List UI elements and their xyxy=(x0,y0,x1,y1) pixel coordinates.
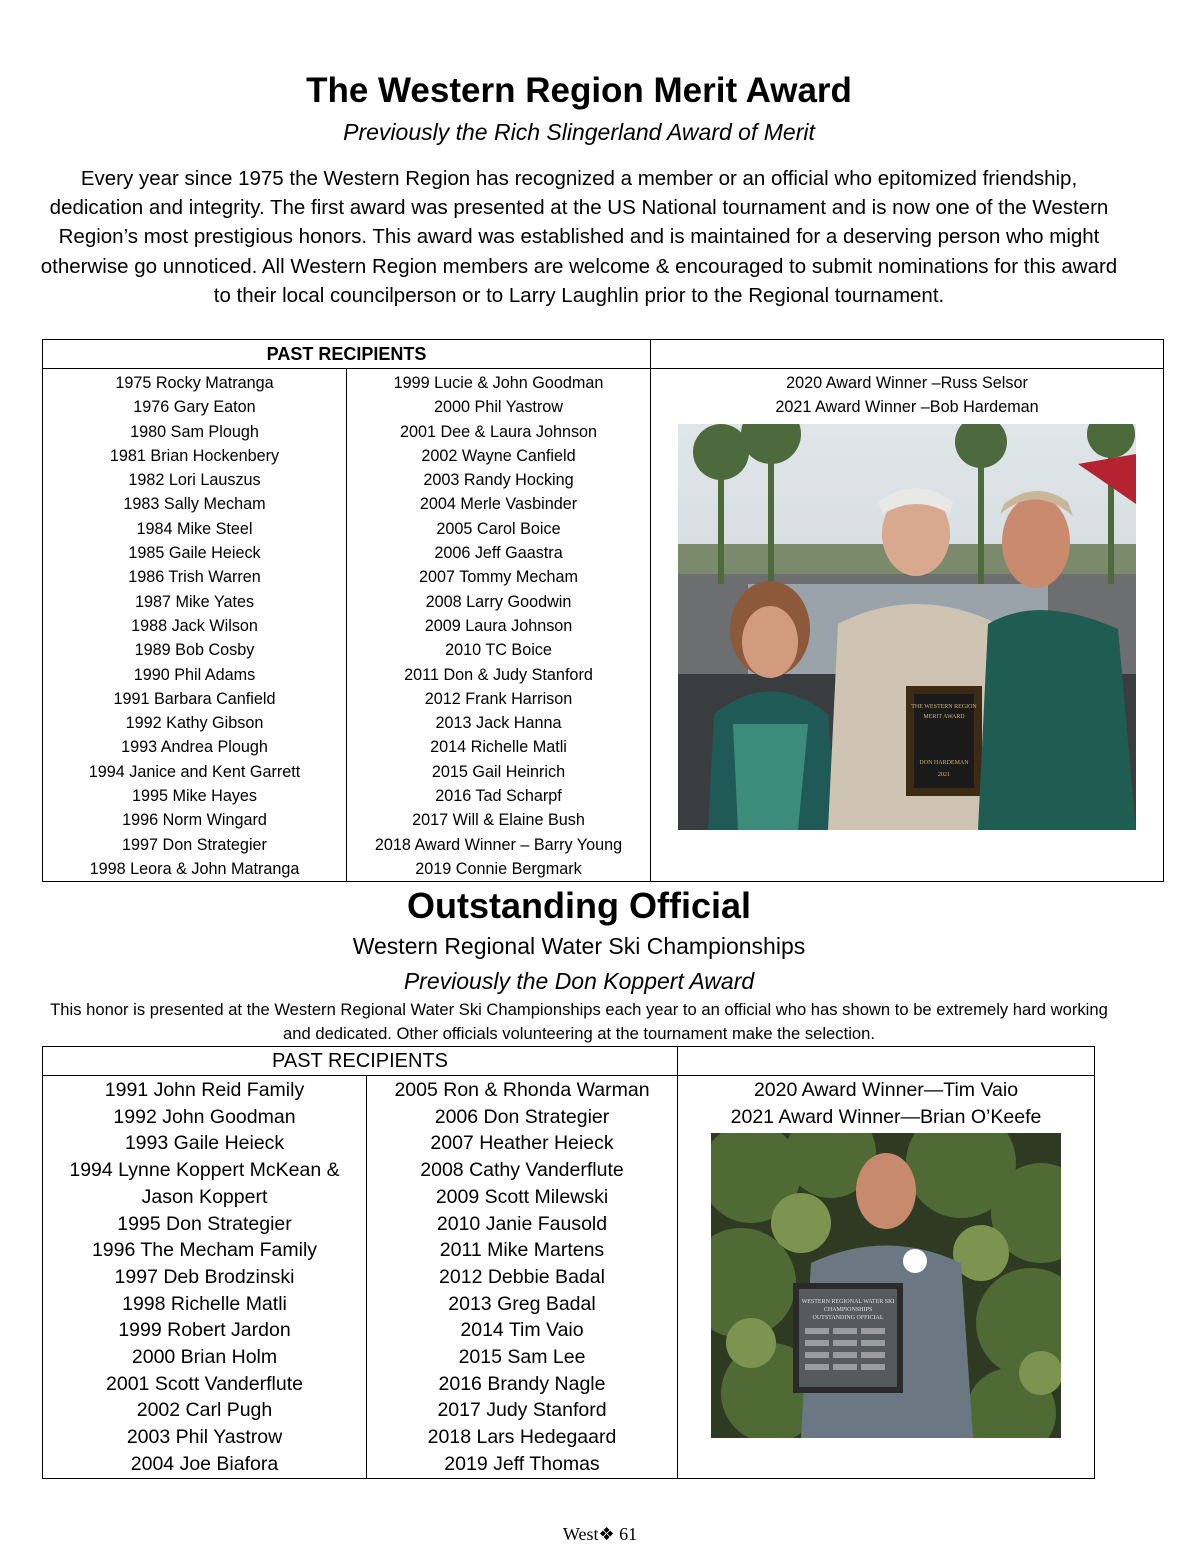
recipient-item: 1992 John Goodman xyxy=(113,1105,296,1128)
recipient-item: 2007 Heather Heieck xyxy=(430,1132,614,1155)
recipient-item: 2008 Larry Goodwin xyxy=(425,592,572,611)
recipient-item: 2014 Richelle Matli xyxy=(430,738,567,757)
outstanding-official-previous-name: Previously the Don Koppert Award xyxy=(403,968,755,994)
recipient-item: 2012 Frank Harrison xyxy=(424,689,573,708)
recipient-item: 1999 Lucie & John Goodman xyxy=(393,374,604,392)
recipient-item: 2002 Carl Pugh xyxy=(136,1399,273,1422)
svg-text:DON HARDEMAN: DON HARDEMAN xyxy=(919,759,969,766)
recipient-item: 2020 Award Winner—Tim Vaio xyxy=(753,1079,1019,1101)
merit-award-title: The Western Region Merit Award xyxy=(306,71,852,110)
recipient-item: 2018 Award Winner – Barry Young xyxy=(374,835,623,854)
recipient-item: 2007 Tommy Mecham xyxy=(419,568,578,587)
recipient-item: 1998 Richelle Matli xyxy=(122,1292,287,1315)
recipient-item: 2013 Jack Hanna xyxy=(435,714,562,733)
outstanding-official-subtitle: Western Regional Water Ski Championships xyxy=(352,933,806,959)
official-recipients-table xyxy=(42,1046,1095,1479)
recipient-item: 2005 Ron & Rhonda Warman xyxy=(394,1079,650,1101)
merit-award-subtitle: Previously the Rich Slingerland Award of Merit xyxy=(343,119,815,145)
recipient-item: 1999 Robert Jardon xyxy=(118,1319,291,1342)
recipient-item: 1982 Lori Lauszus xyxy=(128,471,261,490)
recipient-item: 1996 The Mecham Family xyxy=(91,1239,318,1262)
recipient-item: 2018 Lars Hedegaard xyxy=(427,1426,617,1449)
page-number: 61 xyxy=(619,1524,638,1544)
recipient-item: 2021 Award Winner—Brian O’Keefe xyxy=(730,1105,1042,1128)
merit-table-header-empty xyxy=(651,340,1164,369)
merit-award-description: Every year since 1975 the Western Region has recognized a member or an official who epitomized friendship, dedication and integrity. The first award was presented at the US National tournament and is now one of the Western Region’s most prestigious honors. This award was established and is maintained for a deserving person who might otherwise go unnoticed. All Western Region members are welcome & encouraged to submit nominations for this award to their local councilperson or to Larry Laughlin prior to the Regional tournament. xyxy=(40,167,1118,307)
recipient-item: 1975 Rocky Matranga xyxy=(115,374,274,392)
recipient-item: 2003 Randy Hocking xyxy=(423,471,574,490)
recipient-item: 2015 Sam Lee xyxy=(458,1346,586,1369)
recipient-item: 2003 Phil Yastrow xyxy=(126,1426,283,1449)
recipient-item: 2013 Greg Badal xyxy=(448,1292,596,1315)
merit-recipients-table xyxy=(42,339,1164,882)
svg-text:THE WESTERN REGION: THE WESTERN REGION xyxy=(911,703,977,710)
svg-text:OUTSTANDING OFFICIAL: OUTSTANDING OFFICIAL xyxy=(812,1315,884,1322)
recipient-item: 2015 Gail Heinrich xyxy=(431,762,566,781)
recipient-item: 1990 Phil Adams xyxy=(133,665,256,684)
svg-text:MERIT AWARD: MERIT AWARD xyxy=(923,713,965,720)
recipient-item: 1992 Kathy Gibson xyxy=(125,714,264,733)
recipient-item: 1991 Barbara Canfield xyxy=(113,689,276,708)
recipient-item: 1985 Gaile Heieck xyxy=(128,544,261,563)
recipient-item: 1998 Leora & John Matranga xyxy=(89,859,300,878)
official-table-header-empty xyxy=(678,1047,1095,1076)
official-column-1 xyxy=(43,1076,367,1479)
diamond-icon: ❖ xyxy=(598,1524,615,1544)
official-table-header: PAST RECIPIENTS xyxy=(43,1047,678,1076)
merit-column-3 xyxy=(651,369,1164,882)
footer-label: West xyxy=(562,1524,599,1544)
recipient-item: 2006 Jeff Gaastra xyxy=(434,544,563,563)
merit-winners-photo xyxy=(678,424,1136,830)
recipient-item: 2020 Award Winner –Russ Selsor xyxy=(786,374,1028,392)
recipient-item: 2000 Brian Holm xyxy=(131,1346,278,1369)
recipient-item: 2001 Dee & Laura Johnson xyxy=(399,422,598,441)
outstanding-official-title: Outstanding Official xyxy=(406,885,751,926)
merit-column-1 xyxy=(43,369,347,882)
recipient-item: 1981 Brian Hockenbery xyxy=(109,446,280,465)
page-footer xyxy=(0,1524,1200,1545)
recipient-item: 1987 Mike Yates xyxy=(134,592,255,611)
official-winner-photo xyxy=(711,1133,1061,1438)
svg-text:CHAMPIONSHIPS: CHAMPIONSHIPS xyxy=(823,1307,873,1314)
recipient-item: 2000 Phil Yastrow xyxy=(434,398,563,417)
recipient-item: 1994 Lynne Koppert McKean & Jason Koppert xyxy=(69,1159,340,1208)
recipient-item: 2004 Merle Vasbinder xyxy=(419,495,578,514)
recipient-item: 2012 Debbie Badal xyxy=(439,1265,605,1288)
recipient-item: 2011 Mike Martens xyxy=(439,1239,605,1262)
recipient-item: 1994 Janice and Kent Garrett xyxy=(88,762,301,781)
svg-text:2021: 2021 xyxy=(938,771,951,778)
recipient-item: 2008 Cathy Vanderflute xyxy=(420,1159,624,1182)
recipient-item: 1993 Andrea Plough xyxy=(121,738,268,757)
official-recent-winners xyxy=(678,1077,1094,1130)
official-column-3 xyxy=(678,1076,1095,1479)
recipient-item: 1996 Norm Wingard xyxy=(122,811,267,830)
recipient-item: 2004 Joe Biafora xyxy=(130,1452,279,1475)
recipient-item: 1989 Bob Cosby xyxy=(134,641,255,660)
recipient-item: 2017 Judy Stanford xyxy=(437,1399,607,1422)
official-column-2 xyxy=(367,1076,678,1479)
recipient-item: 1995 Mike Hayes xyxy=(131,787,258,806)
recipient-item: 1997 Don Strategier xyxy=(122,835,267,854)
outstanding-official-description: This honor is presented at the Western Regional Water Ski Championships each year to an official who has shown to be extremely hard working and dedicated. Other officials volunteering at the tournament make the selection. xyxy=(50,1000,1108,1043)
recipient-item: 2002 Wayne Canfield xyxy=(421,446,576,465)
recipient-item: 1991 John Reid Family xyxy=(104,1079,305,1101)
recipient-item: 2009 Laura Johnson xyxy=(424,616,573,635)
recipient-item: 2005 Carol Boice xyxy=(436,519,561,538)
recipient-item: 1988 Jack Wilson xyxy=(131,616,258,635)
recipient-item: 2021 Award Winner –Bob Hardeman xyxy=(775,398,1039,417)
merit-column-2 xyxy=(347,369,651,882)
recipient-item: 1993 Gaile Heieck xyxy=(124,1132,285,1155)
recipient-item: 1997 Deb Brodzinski xyxy=(114,1265,295,1288)
recipient-item: 2016 Brandy Nagle xyxy=(438,1372,606,1395)
recipient-item: 2017 Will & Elaine Bush xyxy=(412,811,585,830)
recipient-item: 1983 Sally Mecham xyxy=(123,495,266,514)
recipient-item: 1976 Gary Eaton xyxy=(133,398,256,417)
recipient-item: 2019 Connie Bergmark xyxy=(415,859,582,878)
merit-recent-winners xyxy=(651,371,1163,420)
recipient-item: 2001 Scott Vanderflute xyxy=(106,1372,303,1395)
svg-text:WESTERN REGIONAL WATER SKI: WESTERN REGIONAL WATER SKI xyxy=(801,1299,895,1306)
recipient-item: 2009 Scott Milewski xyxy=(435,1185,609,1208)
recipient-item: 2010 TC Boice xyxy=(445,641,552,660)
merit-table-header: PAST RECIPIENTS xyxy=(43,340,651,369)
recipient-item: 2006 Don Strategier xyxy=(434,1105,610,1128)
recipient-item: 2014 Tim Vaio xyxy=(460,1319,584,1342)
recipient-item: 2019 Jeff Thomas xyxy=(444,1452,600,1475)
recipient-item: 1984 Mike Steel xyxy=(136,519,253,538)
recipient-item: 1986 Trish Warren xyxy=(128,568,261,587)
recipient-item: 2011 Don & Judy Stanford xyxy=(404,665,593,684)
recipient-item: 1980 Sam Plough xyxy=(130,422,259,441)
recipient-item: 2010 Janie Fausold xyxy=(436,1212,608,1235)
recipient-item: 2016 Tad Scharpf xyxy=(435,787,562,806)
recipient-item: 1995 Don Strategier xyxy=(117,1212,292,1235)
